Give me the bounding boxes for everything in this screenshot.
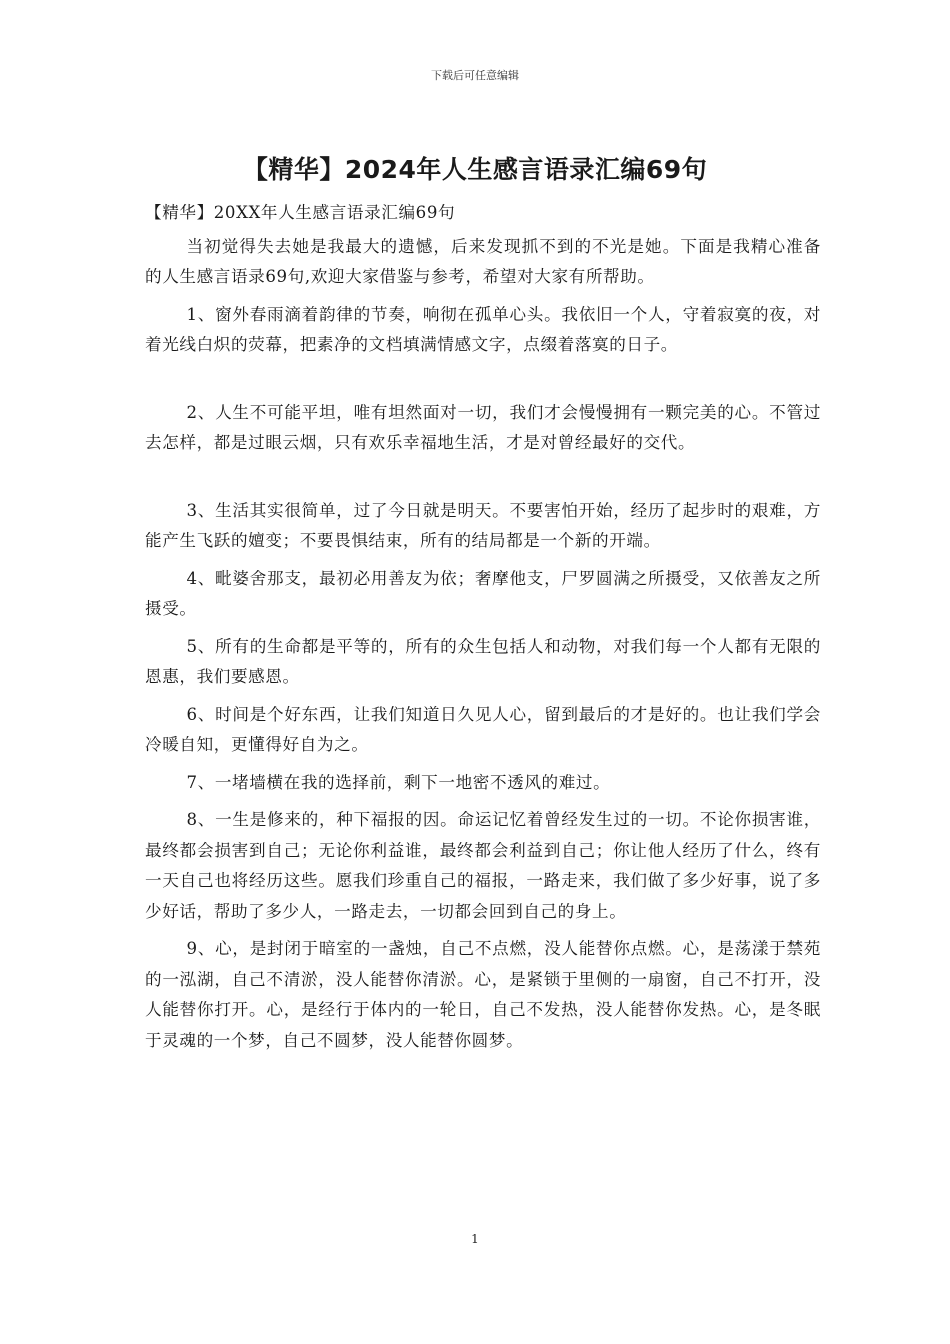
quote-paragraph-8: 8、一生是修来的，种下福报的因。命运记忆着曾经发生过的一切。不论你损害谁，最终都会损害到自己；无论你利益谁，最终都会利益到自己；你让他人经历了什么，终有一天自己也将经历这些。愿我们珍重自己的福报，一路走来，我们做了多少好事，说了多少好话，帮助了多少人，一路走去，一切都会回到自己的身上。 xyxy=(145,810,821,921)
document-subtitle: 【精华】20XX年人生感言语录汇编69句 xyxy=(145,203,456,222)
document-body xyxy=(145,198,821,1063)
quote-paragraph-2: 2、人生不可能平坦，唯有坦然面对一切，我们才会慢慢拥有一颗完美的心。不管过去怎样，都是过眼云烟，只有欢乐幸福地生活，才是对曾经最好的交代。 xyxy=(145,402,821,452)
page-number: 1 xyxy=(471,1232,479,1246)
quote-paragraph-6: 6、时间是个好东西，让我们知道日久见人心，留到最后的才是好的。也让我们学会冷暖自知，更懂得好自为之。 xyxy=(145,704,821,754)
quote-paragraph-3: 3、生活其实很简单，过了今日就是明天。不要害怕开始，经历了起步时的艰难，方能产生飞跃的嬗变；不要畏惧结束，所有的结局都是一个新的开端。 xyxy=(145,500,821,550)
intro-paragraph: 当初觉得失去她是我最大的遗憾，后来发现抓不到的不光是她。下面是我精心准备的人生感言语录69句,欢迎大家借鉴与参考，希望对大家有所帮助。 xyxy=(145,236,821,286)
header-note: 下载后可任意编辑 xyxy=(431,69,519,82)
quote-paragraph-7: 7、一堵墙横在我的选择前，剩下一地密不透风的难过。 xyxy=(186,772,611,792)
quote-paragraph-5: 5、所有的生命都是平等的，所有的众生包括人和动物，对我们每一个人都有无限的恩惠，我们要感恩。 xyxy=(145,636,821,686)
quote-paragraph-4: 4、毗婆舍那支，最初必用善友为依；奢摩他支，尸罗圆满之所摄受，又依善友之所摄受。 xyxy=(145,568,821,618)
document-title: 【精华】2024年人生感言语录汇编69句 xyxy=(242,155,708,184)
quote-paragraph-9: 9、心，是封闭于暗室的一盏烛，自己不点燃，没人能替你点燃。心，是荡漾于禁苑的一泓湖，自己不清淤，没人能替你清淤。心，是紧锁于里侧的一扇窗，自己不打开，没人能替你打开。心，是经行于体内的一轮日，自己不发热，没人能替你发热。心，是冬眠于灵魂的一个梦，自己不圆梦，没人能替你圆梦。 xyxy=(145,939,821,1050)
quote-paragraph-1: 1、窗外春雨滴着韵律的节奏，响彻在孤单心头。我依旧一个人，守着寂寞的夜，对着光线白炽的荧幕，把素净的文档填满情感文字，点缀着落寞的日子。 xyxy=(145,304,821,354)
